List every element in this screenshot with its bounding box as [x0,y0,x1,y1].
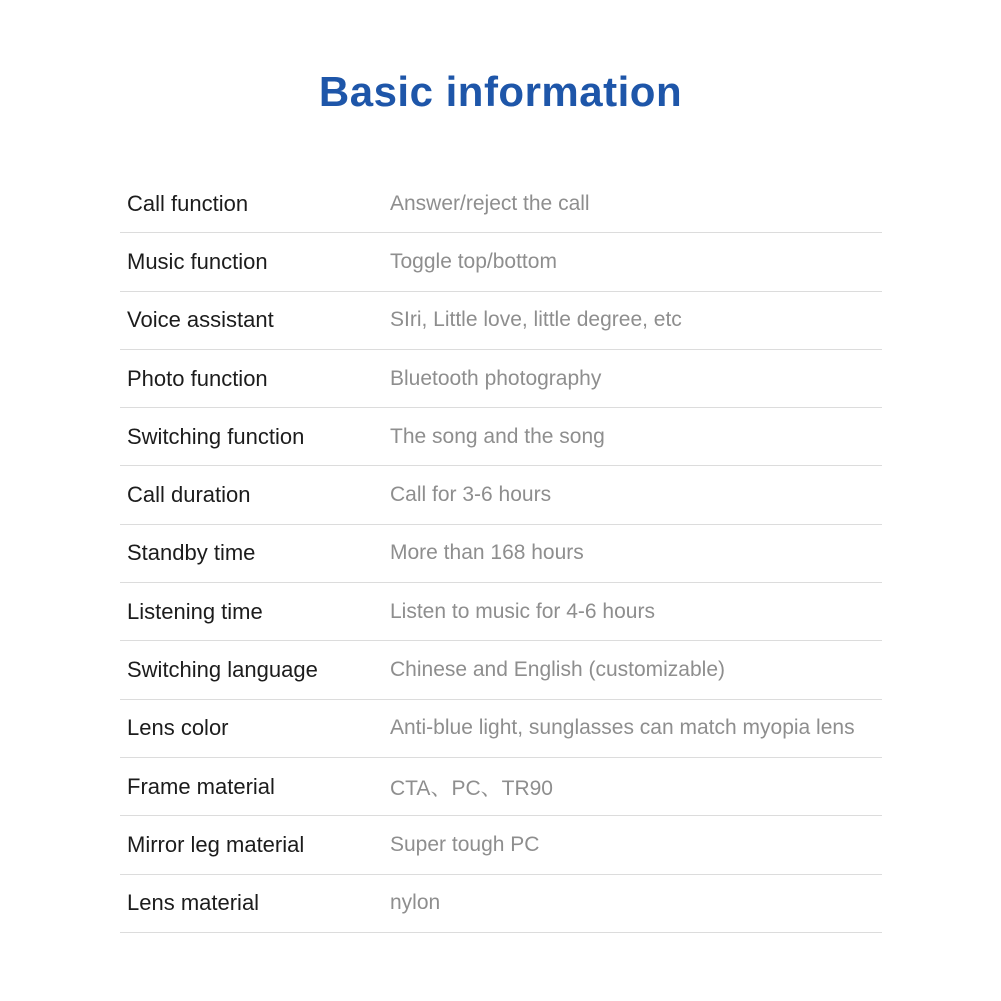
spec-label: Standby time [127,540,256,566]
spec-row [120,466,882,524]
spec-row [120,641,882,699]
spec-row [120,233,882,291]
spec-label: Call duration [127,482,251,508]
spec-label: Frame material [127,773,275,799]
spec-label: Switching function [127,423,305,449]
spec-label: Call function [127,190,249,216]
spec-row [120,525,882,583]
spec-value: CTA、PC、TR90 [390,776,553,800]
spec-value: Bluetooth photography [390,366,602,390]
spec-label: Voice assistant [127,307,274,333]
spec-row [120,700,882,758]
spec-row [120,758,882,816]
spec-label: Lens color [127,715,229,741]
spec-label: Music function [127,248,268,274]
spec-label: Lens material [127,890,260,916]
spec-row [120,175,882,233]
spec-row [120,875,882,933]
spec-value: Chinese and English (customizable) [390,658,726,682]
spec-value: The song and the song [390,424,605,448]
spec-label: Mirror leg material [127,831,305,857]
spec-value: Super tough PC [390,832,540,856]
spec-row [120,350,882,408]
spec-value: Answer/reject the call [390,191,590,215]
spec-row [120,408,882,466]
spec-value: Call for 3-6 hours [390,483,552,507]
spec-row [120,583,882,641]
spec-value: More than 168 hours [390,541,584,565]
spec-value: Toggle top/bottom [390,249,557,273]
spec-label: Switching language [127,657,318,683]
spec-value: Listen to music for 4-6 hours [390,599,655,623]
spec-row [120,292,882,350]
spec-row [120,816,882,874]
spec-value: SIri, Little love, little degree, etc [390,308,682,332]
spec-label: Photo function [127,365,268,391]
spec-label: Listening time [127,598,263,624]
spec-value: nylon [390,891,441,915]
spec-value: Anti-blue light, sunglasses can match myopia lens [390,716,855,740]
spec-table [120,175,882,933]
page-title: Basic information [318,68,683,115]
